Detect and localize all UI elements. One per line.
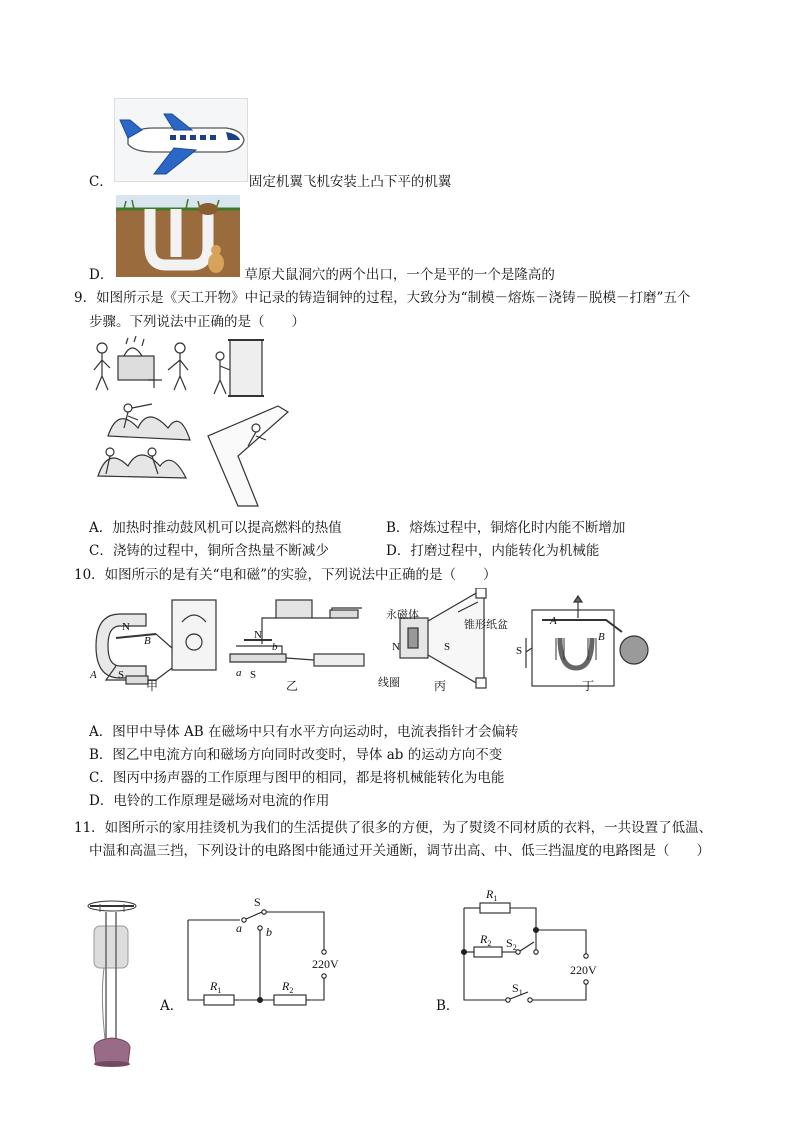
fig-bing-cone: 锥形纸盆 bbox=[464, 619, 508, 631]
circuit-a-R1-sub: 1 bbox=[217, 986, 222, 995]
fig-yi-S: S bbox=[250, 669, 257, 681]
circuit-a-a: a bbox=[236, 921, 242, 935]
bell-casting-illustration bbox=[88, 336, 300, 514]
q9-option-c: C．浇铸的过程中，铜所含热量不断减少 bbox=[89, 543, 329, 559]
fig-bing-N: N bbox=[392, 641, 400, 653]
q9-option-a: A．加热时推动鼓风机可以提高燃料的热值 bbox=[89, 520, 342, 536]
q8-option-d-text: 草原犬鼠洞穴的两个出口，一个是平的一个是隆高的 bbox=[244, 267, 555, 283]
garment-steamer-image bbox=[80, 898, 144, 1068]
fig-jia-A: A bbox=[90, 669, 97, 681]
q8-option-d bbox=[89, 265, 555, 285]
circuit-b-R1-sub: 1 bbox=[493, 894, 498, 903]
circuit-a-R2-sub: 2 bbox=[289, 986, 294, 995]
circuit-b-S1-sub: 1 bbox=[518, 988, 523, 997]
fig-bing-coil: 线圈 bbox=[378, 677, 400, 689]
fig-bing-magnet: 永磁体 bbox=[386, 609, 419, 621]
q8-option-c-letter: C． bbox=[89, 174, 113, 190]
fig-jia-S: S bbox=[118, 669, 125, 681]
q8-option-c-text: 固定机翼飞机安装上凸下平的机翼 bbox=[248, 174, 452, 190]
q8-option-d-letter: D． bbox=[89, 267, 114, 283]
fig-yi-N: N bbox=[254, 629, 262, 641]
circuit-a-R1: R bbox=[210, 979, 218, 993]
circuit-b-R1: R bbox=[486, 887, 494, 901]
q10-option-a: A．图甲中导体 AB 在磁场中只有水平方向运动时，电流表指针才会偏转 bbox=[89, 724, 519, 740]
q11-stem-line1: 11．如图所示的家用挂烫机为我们的生活提供了很多的方便，为了熨烫不同材质的衣料，一共设置了低温、 bbox=[74, 820, 713, 836]
fig-yi-b: b bbox=[272, 641, 278, 653]
q11-circuit-a bbox=[184, 892, 354, 1014]
q10-option-d: D．电铃的工作原理是磁场对电流的作用 bbox=[89, 793, 330, 809]
q9-stem-line1: 9．如图所示是《天工开物》中记录的铸造铜钟的过程，大致分为“制模－熔炼－浇铸－脱模－打磨”五个 bbox=[74, 290, 691, 306]
q11-circuit-a-letter: A． bbox=[160, 998, 184, 1014]
svg-text:R2 bbox=[479, 932, 491, 948]
circuit-b-S1: S bbox=[512, 981, 519, 995]
fig-jia-B: B bbox=[144, 635, 151, 647]
circuit-b-S2: S bbox=[506, 936, 513, 950]
q11-circuit-b bbox=[456, 880, 606, 1006]
svg-text:R1 bbox=[485, 887, 497, 903]
q10-option-c: C．图丙中扬声器的工作原理与图甲的相同，都是将机械能转化为电能 bbox=[89, 770, 505, 786]
q10-stem: 10．如图所示的是有关“电和磁”的实验，下列说法中正确的是（ ） bbox=[74, 567, 497, 583]
fig-ding-A: A bbox=[550, 615, 557, 627]
fig-jia-N: N bbox=[122, 621, 130, 633]
q10-option-b: B．图乙中电流方向和磁场方向同时改变时，导体 ab 的运动方向不变 bbox=[89, 747, 503, 763]
fig-ding-label: 丁 bbox=[582, 679, 595, 692]
q11-stem-line2: 中温和高温三挡，下列设计的电路图中能通过开关通断，调节出高、中、低三挡温度的电路图是（ ） bbox=[89, 843, 710, 859]
svg-text:S1 bbox=[512, 981, 523, 997]
fig-yi-a: a bbox=[236, 667, 242, 679]
fig-bing-S: S bbox=[444, 641, 451, 653]
svg-text:S2 bbox=[506, 936, 517, 952]
circuit-b-R2: R bbox=[480, 932, 488, 946]
circuit-a-S: S bbox=[254, 895, 261, 909]
fig-ding-S: S bbox=[516, 645, 523, 657]
q8-option-c bbox=[89, 172, 451, 192]
svg-text:R1 bbox=[209, 979, 221, 995]
q9-option-d: D．打磨过程中，内能转化为机械能 bbox=[386, 543, 600, 559]
electromagnetism-figures bbox=[86, 588, 676, 692]
airplane-image bbox=[114, 98, 248, 182]
fig-bing-label: 丙 bbox=[434, 679, 447, 692]
svg-text:R2 bbox=[281, 979, 293, 995]
fig-yi-label: 乙 bbox=[286, 679, 299, 692]
circuit-a-b: b bbox=[266, 925, 272, 939]
fig-ding-B: B bbox=[598, 631, 605, 643]
q9-option-b: B．熔炼过程中，铜熔化时内能不断增加 bbox=[386, 520, 626, 536]
q11-circuit-b-letter: B． bbox=[436, 998, 460, 1014]
circuit-a-R2: R bbox=[282, 979, 290, 993]
fig-jia-label: 甲 bbox=[146, 679, 159, 692]
circuit-b-220v: 220V bbox=[570, 963, 597, 977]
circuit-b-R2-sub: 2 bbox=[487, 939, 492, 948]
circuit-b-S2-sub: 2 bbox=[512, 943, 517, 952]
circuit-a-220v: 220V bbox=[312, 957, 339, 971]
q9-stem-line2: 步骤。下列说法中正确的是（ ） bbox=[89, 314, 305, 330]
